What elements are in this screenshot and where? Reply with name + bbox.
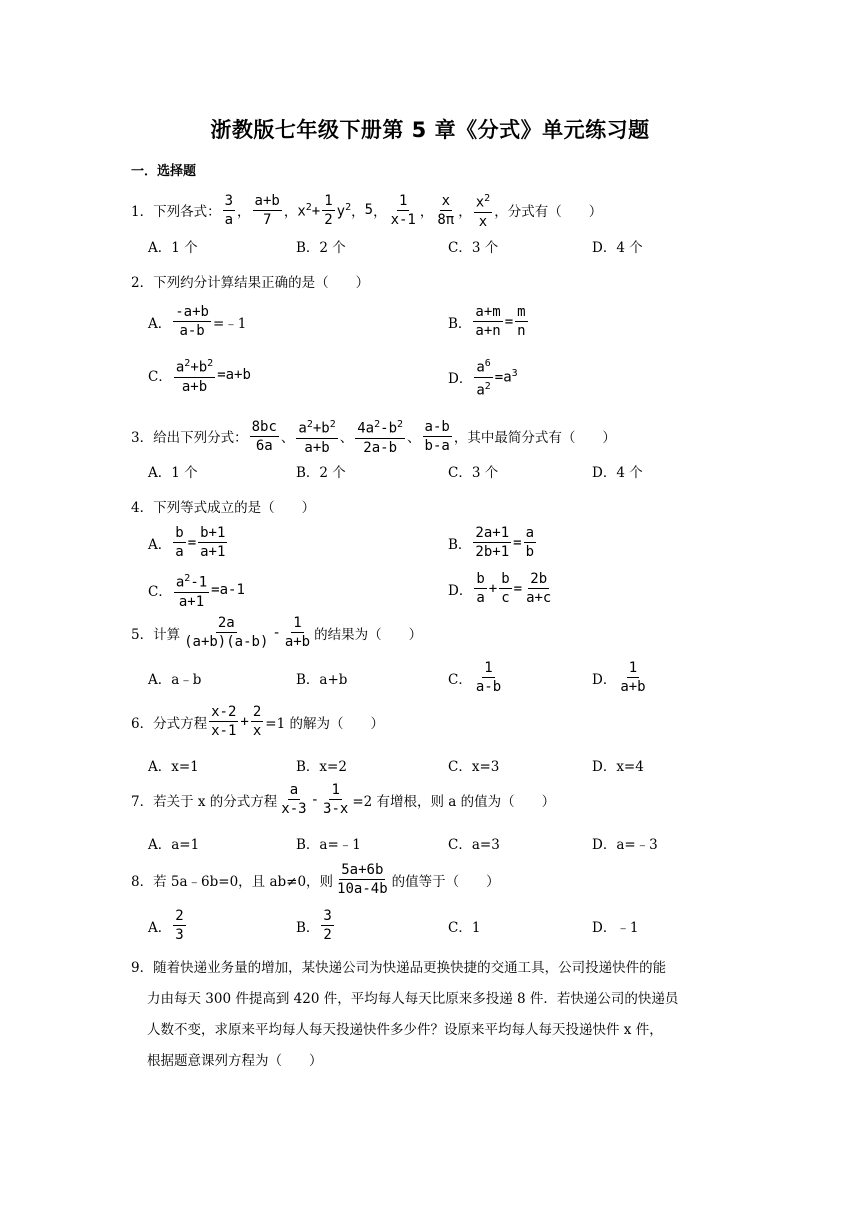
option-a: A． $\frac{b}{a}$ = $\frac{b+1}{a+1}$ (148, 525, 226, 560)
question-9: 9．随着快递业务量的增加，某快递公司为快递品更换快捷的交通工具，公司投递快件的能 力由每天 300 件提高到 420 件，平均每人每天比原来多投递 8 件．若快递公司的快递员 人数不变，求原来平均每人每天投递快件多少件？设原来平均每人每天投递快件 x 件， 根据题意课列方程为（ ） (131, 960, 679, 1069)
option-c: C． 1 a-b (448, 660, 502, 695)
option-a: A．1 个 (148, 240, 198, 256)
option-c: C．a=3 (448, 837, 500, 853)
document-title: 浙教版七年级下册第 5 章《分式》单元练习题 (210, 118, 650, 142)
fraction: $x^2$ x (474, 190, 492, 231)
option-c: C．x=3 (448, 759, 500, 775)
fraction: 5a+6b 10a-4b (337, 862, 388, 897)
question-text: 计算 (153, 626, 181, 643)
question-2: 2． 下列约分计算结果正确的是（ ） (131, 271, 369, 291)
question-text: 若 5a﹣6b=0，且 ab≠0，则 (153, 873, 334, 890)
question-4: 4． 下列等式成立的是（ ） (131, 496, 315, 516)
fraction: 8bc 6a (251, 418, 277, 454)
option-a: A． $\frac{-a+b}{a-b}$ =﹣1 (148, 304, 247, 339)
question-text: 给出下列分式： (153, 430, 248, 447)
fraction: $a^2+b^2$ a+b (296, 416, 337, 457)
option-d: D． b a + $\frac{b}{c}$ = $\frac{2b}{a+c}$ (448, 571, 552, 606)
option-c: C．3 个 (448, 240, 499, 256)
option-c: C． $\frac{a^2+b^2}{a+b}$ =a+b (148, 355, 251, 396)
option-d: D．4 个 (592, 240, 643, 256)
question-text: 下列等式成立的是（ ） (153, 500, 316, 516)
fraction: a-b b-a (424, 418, 450, 454)
fraction: $4a^2-b^2$ 2a-b (355, 416, 405, 457)
fraction: x-2 x-1 (211, 704, 237, 739)
fraction: 1 x-1 (390, 192, 416, 228)
option-d: D．4 个 (592, 465, 643, 481)
question-text: 若关于 x 的分式方程 (153, 793, 278, 810)
option-a: A．x=1 (148, 759, 199, 775)
fraction: a x-3 (281, 782, 307, 817)
option-d: D．x=4 (592, 759, 644, 775)
option-c: C．1 (448, 920, 481, 936)
fraction: $\frac{1}{2}$ (324, 192, 333, 228)
option-b: B．2 个 (296, 240, 346, 256)
option-c: C．3 个 (448, 465, 499, 481)
question-number: 1． (131, 204, 154, 221)
option-b: B． $\frac{a+m}{a+n}$ = $\frac{m}{n}$ (448, 304, 526, 339)
fraction: a+b 7 (254, 192, 280, 228)
option-d: D．a=﹣3 (592, 837, 658, 853)
question-text: 下列约分计算结果正确的是（ ） (153, 275, 370, 291)
question-6: 6． 分式方程 x-2 x-1 + $\frac{2}{x}$ =1 的解为（ ） (131, 704, 384, 739)
option-a: A．1 个 (148, 465, 198, 481)
option-b: B．x=2 (296, 759, 347, 775)
question-1: 1． 下列各式： 3 a ， a+b 7 ， $x^2+$ $\frac{1}{2}$ $y^2$ ， 5 ， 1 x-1 ， x 8π ， $x^2$ x ， 分式有（ ） (131, 190, 602, 231)
fraction: $\frac{1}{3-x}$ (323, 782, 349, 817)
option-d: D． 1 a+b (592, 660, 646, 695)
question-text: 下列各式： (153, 204, 221, 221)
option-a: A．a=1 (148, 837, 200, 853)
fraction: 2a (a+b)(a-b) (184, 615, 269, 650)
fraction: x 8π (437, 192, 455, 228)
question-3: 3． 给出下列分式： 8bc 6a 、 $a^2+b^2$ a+b 、 $4a^2-b^2$ 2a-b 、 a-b b-a ，其中最简分式有（ ） (131, 416, 616, 457)
fraction: $\frac{2}{x}$ (252, 704, 262, 739)
option-a: A． 2 3 (148, 908, 184, 943)
option-b: B．a=﹣1 (296, 837, 361, 853)
fraction: 3 a (224, 192, 234, 228)
option-a: A．a﹣b (148, 672, 202, 688)
question-8: 8． 若 5a﹣6b=0，且 ab≠0，则 5a+6b 10a-4b 的值等于（ ） (131, 862, 500, 897)
fraction: 1 a+b (284, 615, 311, 650)
option-b: B． 3 2 (296, 908, 332, 943)
option-d: D． $\frac{a^6}{a^2}$ $=a^3$ (448, 355, 518, 399)
question-7: 7． 若关于 x 的分式方程 a x-3 - $\frac{1}{3-x}$ =2 有增根，则 a 的值为（ ） (131, 782, 556, 817)
option-b: B．a+b (296, 672, 348, 688)
question-text: 分式方程 (153, 715, 208, 732)
option-c: C． $\frac{a^2-1}{a+1}$ =a-1 (148, 570, 245, 611)
question-tail: 分式有（ ） (507, 204, 603, 221)
question-5: 5． 计算 2a (a+b)(a-b) - 1 a+b 的结果为（ ） (131, 615, 423, 650)
option-d: D．﹣1 (592, 920, 639, 936)
option-b: B．2 个 (296, 465, 346, 481)
math-expression: $x^2+$ (297, 201, 321, 220)
section-heading: 一．选择题 (131, 164, 197, 179)
option-b: B． $\frac{2a+1}{2b+1}$ = $\frac{a}{b}$ (448, 525, 535, 560)
